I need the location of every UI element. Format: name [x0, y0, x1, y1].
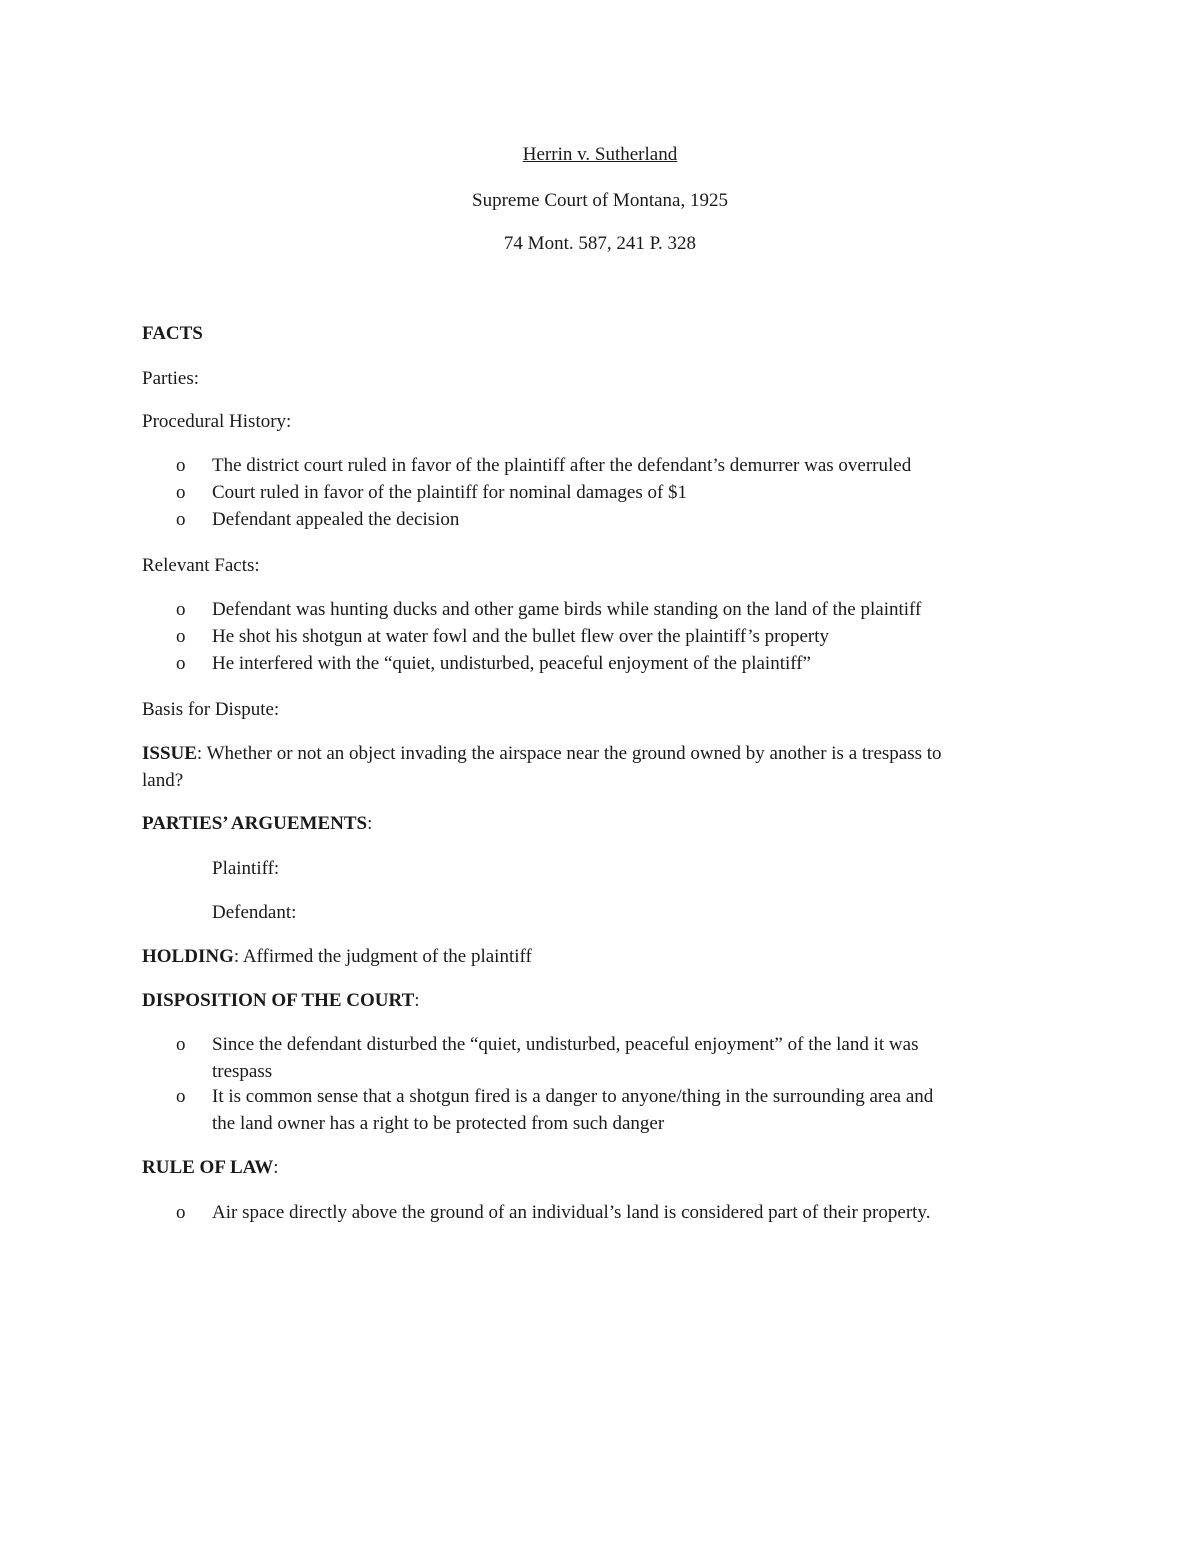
facts-heading: FACTS [142, 323, 203, 344]
issue-label: ISSUE [142, 743, 197, 764]
basis-for-dispute-label: Basis for Dispute: [142, 699, 280, 720]
bullet-icon: o [176, 653, 186, 674]
list-item: It is common sense that a shotgun fired is a danger to anyone/thing in the surrounding area and [212, 1086, 934, 1107]
rule-of-law-colon: : [273, 1157, 279, 1178]
list-item: Defendant was hunting ducks and other game birds while standing on the land of the plaintiff [212, 599, 922, 620]
bullet-icon: o [176, 1034, 186, 1055]
holding-paragraph [142, 943, 1062, 970]
arguments-label: PARTIES’ ARGUEMENTS [142, 813, 368, 834]
holding-text: : Affirmed the judgment of the plaintiff [233, 946, 532, 967]
list-item: The district court ruled in favor of the plaintiff after the defendant’s demurrer was overruled [212, 455, 912, 476]
plaintiff-argument-label: Plaintiff: [212, 858, 280, 879]
list-item: Since the defendant disturbed the “quiet, undisturbed, peaceful enjoyment” of the land it was [212, 1034, 919, 1055]
list-item: Defendant appealed the decision [212, 509, 460, 530]
case-title: Herrin v. Sutherland [522, 144, 678, 165]
bullet-icon: o [176, 509, 186, 530]
parties-label: Parties: [142, 368, 199, 389]
bullet-icon: o [176, 1202, 186, 1223]
arguments-heading [142, 810, 1062, 837]
issue-text-continued: land? [142, 770, 184, 791]
bullet-icon: o [176, 1086, 186, 1107]
issue-text: : Whether or not an object invading the airspace near the ground owned by another is a trespass to [196, 743, 942, 764]
procedural-history-label: Procedural History: [142, 411, 292, 432]
bullet-icon: o [176, 455, 186, 476]
court-name: Supreme Court of Montana, 1925 [472, 190, 728, 211]
list-item-continued: the land owner has a right to be protected from such danger [212, 1113, 665, 1134]
rule-of-law-label: RULE OF LAW [142, 1157, 274, 1178]
list-item: Air space directly above the ground of an individual’s land is considered part of their property. [212, 1202, 931, 1223]
disposition-colon: : [414, 990, 420, 1011]
list-item: He interfered with the “quiet, undisturbed, peaceful enjoyment of the plaintiff” [212, 653, 811, 674]
bullet-icon: o [176, 482, 186, 503]
list-item-continued: trespass [212, 1061, 273, 1082]
case-citation: 74 Mont. 587, 241 P. 328 [503, 233, 697, 254]
defendant-argument-label: Defendant: [212, 902, 297, 923]
bullet-icon: o [176, 599, 186, 620]
disposition-heading [142, 987, 1062, 1014]
bullet-icon: o [176, 626, 186, 647]
list-item: Court ruled in favor of the plaintiff for nominal damages of $1 [212, 482, 688, 503]
list-item: He shot his shotgun at water fowl and the bullet flew over the plaintiff’s property [212, 626, 829, 647]
relevant-facts-label: Relevant Facts: [142, 555, 260, 576]
holding-label: HOLDING [142, 946, 234, 967]
arguments-colon: : [367, 813, 373, 834]
issue-paragraph [142, 740, 1062, 767]
rule-of-law-heading [142, 1154, 1062, 1181]
disposition-label: DISPOSITION OF THE COURT [142, 990, 415, 1011]
